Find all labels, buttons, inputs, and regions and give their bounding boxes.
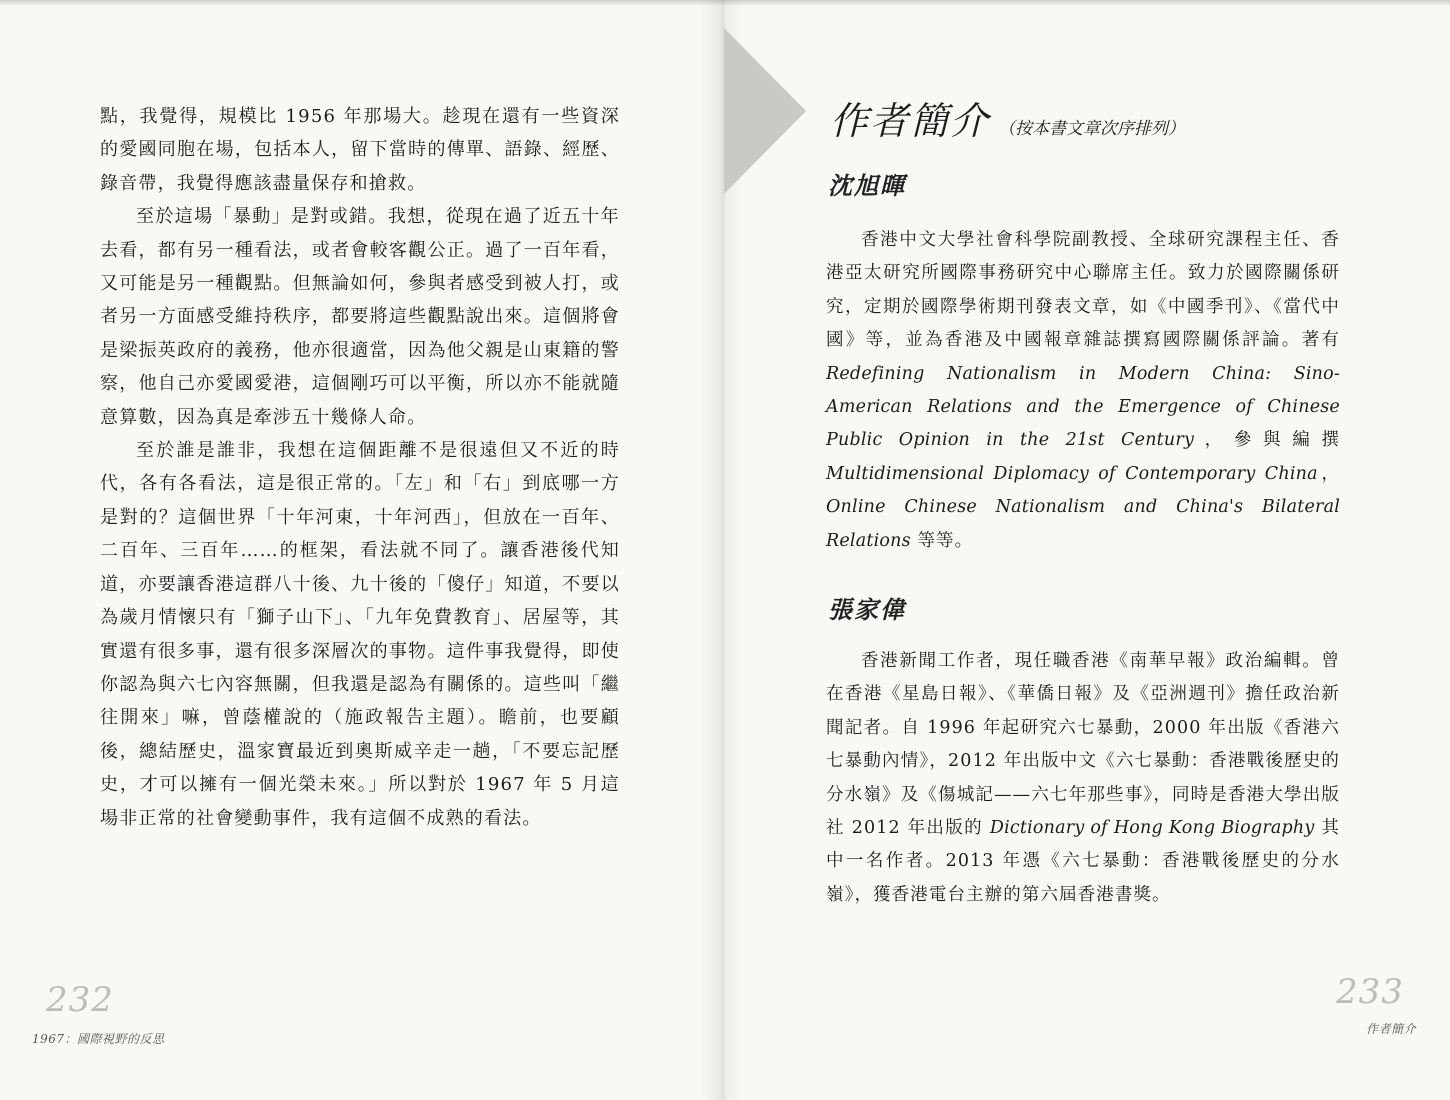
left-page-body xyxy=(100,100,620,835)
right-page-number: 233 xyxy=(1336,972,1404,1012)
author-bio-1-text xyxy=(826,224,1340,558)
left-page-top-edge xyxy=(0,0,722,6)
bio-1-text-b: ，參與編撰 xyxy=(1194,430,1340,451)
author-bio-2 xyxy=(826,645,1340,912)
bio-1-book-title-2: Multidimensional Diplomacy of Contemporary China xyxy=(826,463,1318,484)
decorative-triangle-icon xyxy=(724,28,806,194)
section-subtitle: （按本書文章次序排列） xyxy=(998,119,1186,139)
section-title xyxy=(830,90,1185,145)
right-page-top-edge xyxy=(722,0,1450,6)
bio-1-text-a: 香港中文大學社會科學院副教授、全球研究課程主任、香港亞太研究所國際事務研究中心聯席主任。致力於國際關係研究，定期於國際學術期刊發表文章，如《中國季刊》、《當代中國》等，並為香港及中國報章雜誌撰寫國際關係評論。著有 xyxy=(826,230,1340,351)
bio-1-book-title-1: Redefining Nationalism in Modern China: Sino-American Relations and the Emergence of Chinese Public Opinion in the 21st Century xyxy=(826,363,1340,451)
author-name-2: 張家偉 xyxy=(828,595,906,624)
left-running-head: 1967：國際視野的反思 xyxy=(32,1032,165,1046)
left-paragraph-1: 點，我覺得，規模比 1956 年那場大。趁現在還有一些資深的愛國同胞在場，包括本人，留下當時的傳單、語錄、經歷、錄音帶，我覺得應該盡量保存和搶救。 xyxy=(100,106,620,194)
author-name-1: 沈旭暉 xyxy=(828,171,906,200)
left-page-number: 232 xyxy=(46,980,114,1020)
section-title-main: 作者簡介 xyxy=(830,99,991,143)
right-running-head: 作者簡介 xyxy=(1366,1022,1417,1036)
left-paragraph-3: 至於誰是誰非，我想在這個距離不是很遠但又不近的時代，各有各看法，這是很正常的。「左」和「右」到底哪一方是對的？這個世界「十年河東，十年河西」，但放在一百年、二百年、三百年……的框架，看法就不同了。讓香港後代知道，亦要讓香港這群八十後、九十後的「傻仔」知道，不要以為歲月情懷只有「獅子山下」、「九年免費教育」、居屋等，其實還有很多事，還有很多深層次的事物。這件事我覺得，即使你認為與六七內容無關，但我還是認為有關係的。這些叫「繼往開來」嘛，曾蔭權說的（施政報告主題）。瞻前，也要顧後，總結歷史，溫家寶最近到奧斯威辛走一趟，「不要忘記歷史，才可以擁有一個光榮未來。」所以對於 1967 年 5 月這場非正常的社會變動事件，我有這個不成熟的看法。 xyxy=(100,440,620,829)
bio-1-book-title-3: Online Chinese Nationalism and China's Bilateral Relations xyxy=(826,497,1340,551)
bio-1-text-d: 等等。 xyxy=(910,530,974,551)
bio-2-book-title-1: Dictionary of Hong Kong Biography xyxy=(989,818,1315,839)
bio-2-text-b: 其中一名作者。2013 年憑《六七暴動：香港戰後歷史的分水嶺》，獲香港電台主辦的第六屆香港書獎。 xyxy=(826,818,1340,905)
author-bio-2-text xyxy=(826,645,1340,912)
bio-2-text-a: 香港新聞工作者，現任職香港《南華早報》政治編輯。曾在香港《星島日報》、《華僑日報》及《亞洲週刊》擔任政治新聞記者。自 1996 年起研究六七暴動，2000 年出版《香港六七暴動內情》，2012 年出版中文《六七暴動：香港戰後歷史的分水嶺》及《傷城記——六七年那些事》，同時是香港大學出版社 2012 年出版的 xyxy=(826,651,1340,839)
bio-1-text-c: ， xyxy=(1317,463,1340,484)
left-paragraph-2: 至於這場「暴動」是對或錯。我想，從現在過了近五十年去看，都有另一種看法，或者會較客觀公正。過了一百年看，又可能是另一種觀點。但無論如何，參與者感受到被人打，或者另一方面感受維持秩序，都要將這些觀點說出來。這個將會是梁振英政府的義務，他亦很適當，因為他父親是山東籍的警察，他自己亦愛國愛港，這個剛巧可以平衡，所以亦不能就隨意算數，因為真是牽涉五十幾條人命。 xyxy=(100,206,620,428)
author-bio-1 xyxy=(826,224,1340,558)
